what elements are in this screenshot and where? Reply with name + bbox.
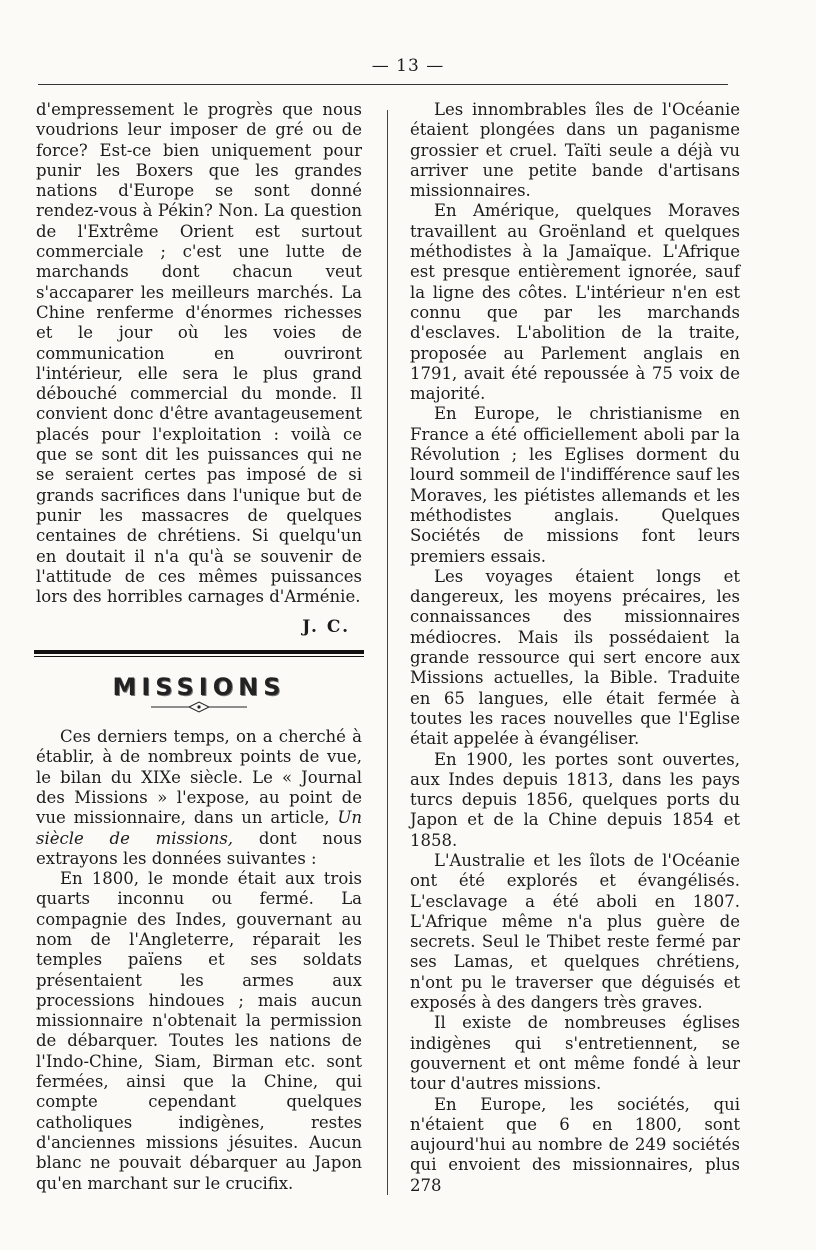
section-title: MISSIONS [112,672,286,701]
right-paragraph-6: L'Australie et les îlots de l'Océanie ont été explorés et évangélisés. L'esclavage a été aboli en 1807. L'Afrique même n'a plus guère de secrets. Seul le Thibet reste fermé par ses Lamas, et quelques chrétiens, n'ont pu le traverser que déguisés et exposés à des dangers très graves. [410,850,740,1013]
missions-p1-before: Ces derniers temps, on a cherché à établir, à de nombreux points de vue, le bilan du XIXe siècle. Le « Journal des Missions » l'expose, au point de vue missionnaire, dans un article, [36,727,362,828]
right-paragraph-3: En Europe, le christianisme en France a été officiellement aboli par la Révolution ; les Eglises dorment du lourd sommeil de l'indifférence sauf les Moraves, les piétistes allemands et les méthodistes anglais. Quelques Sociétés de missions font leurs premiers essais. [410,404,740,566]
right-paragraph-7: Il existe de nombreuses églises indigènes qui s'entretiennent, se gouvernent et ont même fondé à leur tour d'autres missions. [410,1013,740,1094]
missions-paragraph-2: En 1800, le monde était aux trois quarts inconnu ou fermé. La compagnie des Indes, gouvernant au nom de l'Angleterre, réparait les temples païens et ses soldats présentaient les armes aux processions hindoues ; mais aucun missionnaire n'obtenait la permission de débarquer. Toutes les nations de l'Indo-Chine, Siam, Birman etc. sont fermées, ainsi que la Chine, qui compte cependant quelques catholiques indigènes, restes d'anciennes missions jésuites. Aucun blanc ne pouvait débarquer au Japon qu'en marchant sur le crucifix. [36,869,362,1193]
section-divider-rule [34,650,364,657]
left-column [36,100,362,1194]
right-paragraph-1: Les innombrables îles de l'Océanie étaient plongées dans un paganisme grossier et cruel. Taïti seule a déjà vu arriver une petite bande d'artisans missionnaires. [410,100,740,201]
ornament-flourish-icon [36,699,362,715]
missions-paragraph-1 [36,727,362,869]
right-paragraph-4: Les voyages étaient longs et dangereux, les moyens précaires, les connaissances des missionnaires médiocres. Mais ils possédaient la grande ressource qui sert encore aux Missions actuelles, la Bible. Traduite en 65 langues, elle était fermée à toutes les races nouvelles que l'Eglise était appelée à évangéliser. [410,566,740,749]
article-title: Un siècle de missions, [36,808,362,848]
right-paragraph-2: En Amérique, quelques Moraves travaillent au Groënland et quelques méthodistes à la Jamaïque. L'Afrique est presque entièrement ignorée, sauf la ligne des côtes. L'intérieur n'en est connu que par les marchands d'esclaves. L'abolition de la traite, proposée au Parlement anglais en 1791, avait été repoussée à 75 voix de majorité. [410,201,740,404]
page-number: — 13 — [371,56,445,76]
right-paragraph-8: En Europe, les sociétés, qui n'étaient que 6 en 1800, sont aujourd'hui au nombre de 249 sociétés qui envoient des missionnaires, plus 278 [410,1094,740,1195]
missions-p1-after: dont nous extrayons les données suivantes : [36,828,362,868]
column-divider [387,110,388,1195]
right-column [410,100,740,1196]
intro-paragraph: d'empressement le progrès que nous voudrions leur imposer de gré ou de force? Est-ce bien uniquement pour punir les Boxers que les grandes nations d'Europe se sont donné rendez-vous à Pékin? Non. La question de l'Extrême Orient est surtout commerciale ; c'est une lutte de marchands dont chacun veut s'accaparer les meilleurs marchés. La Chine renferme d'énormes richesses et le jour où les voies de communication en ouvriront l'intérieur, elle sera le plus grand débouché commercial du monde. Il convient donc d'être avantageusement placés pour l'exploitation : voilà ce que se sont dit les puissances qui ne se seraient certes pas imposé de si grands sacrifices dans l'unique but de punir les massacres de quelques centaines de chrétiens. Si quelqu'un en doutait il n'a qu'à se souvenir de l'attitude de ces mêmes puissances lors des horribles carnages d'Arménie. [36,100,362,607]
header-rule [38,84,728,85]
right-paragraph-5: En 1900, les portes sont ouvertes, aux Indes depuis 1813, dans les pays turcs depuis 1856, quelques ports du Japon et de la Chine depuis 1854 et 1858. [410,749,740,850]
signature: J. C. [302,617,350,638]
